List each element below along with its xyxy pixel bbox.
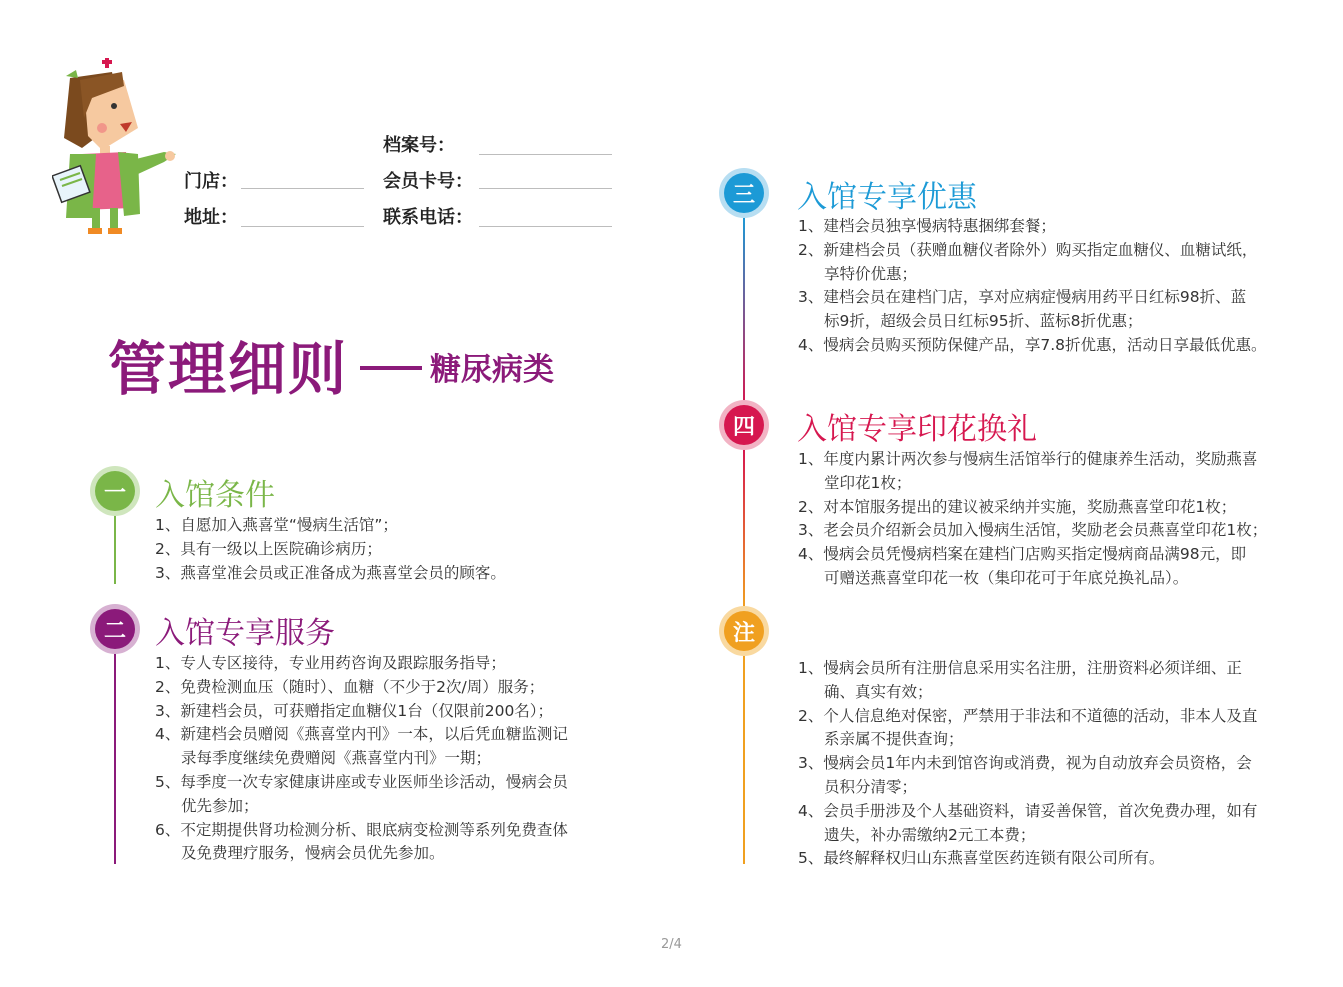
section-2-items xyxy=(155,652,568,866)
list-item: 1、专人专区接待，专业用药咨询及跟踪服务指导； xyxy=(155,654,506,672)
list-item: 3、老会员介绍新会员加入慢病生活馆，奖励老会员燕喜堂印花1枚； xyxy=(798,521,1268,540)
section-3-marker-label: 三 xyxy=(724,173,764,213)
list-item: 及免费理疗服务，慢病会员优先参加。 xyxy=(181,844,445,863)
section-4-title: 入馆专享印花换礼 xyxy=(797,412,1037,447)
list-item: 2、个人信息绝对保密，严禁用于非法和不道德的活动，非本人及直 xyxy=(798,706,1258,725)
list-item: 2、对本馆服务提出的建议被采纳并实施，奖励燕喜堂印花1枚； xyxy=(798,497,1237,516)
section-1-title: 入馆条件 xyxy=(155,478,275,513)
list-item: 员积分清零； xyxy=(824,777,918,796)
page-subtitle: 糖尿病类 xyxy=(430,352,554,388)
list-item: 1、慢病会员所有注册信息采用实名注册，注册资料必须详细、正 xyxy=(798,659,1242,677)
list-item: 4、慢病会员凭慢病档案在建档门店购买指定慢病商品满98元，即 xyxy=(798,545,1247,564)
section-4-marker xyxy=(719,400,769,450)
list-item: 3、建档会员在建档门店，享对应病症慢病用药平日红标98折、蓝 xyxy=(798,288,1247,307)
list-item: 5、每季度一次专家健康讲座或专业医师坐诊活动，慢病会员 xyxy=(155,772,568,791)
section-1-timeline xyxy=(114,514,116,584)
section-4-items xyxy=(798,448,1267,591)
list-item: 1、年度内累计两次参与慢病生活馆举行的健康养生活动，奖励燕喜 xyxy=(798,450,1258,468)
list-item: 享特价优惠； xyxy=(824,264,918,283)
section-1-marker xyxy=(90,466,140,516)
notes-marker xyxy=(719,606,769,656)
list-item: 优先参加； xyxy=(181,796,259,815)
list-item: 可赠送燕喜堂印花一枚（集印花可于年底兑换礼品）。 xyxy=(824,568,1189,587)
phone-label: 联系电话： xyxy=(383,207,473,228)
list-item: 6、不定期提供肾功检测分析、眼底病变检测等系列免费查体 xyxy=(155,820,568,839)
section-2-marker-label: 二 xyxy=(95,609,135,649)
archive-number-field[interactable] xyxy=(479,154,612,155)
list-item: 1、建档会员独享慢病特惠捆绑套餐； xyxy=(798,217,1056,235)
list-item: 2、免费检测血压（随时）、血糖（不少于2次/周）服务； xyxy=(155,677,545,696)
section-4-marker-label: 四 xyxy=(724,405,764,445)
list-item: 确、真实有效； xyxy=(824,682,933,701)
notes-marker-label: 注 xyxy=(724,611,764,651)
section-3-title: 入馆专享优惠 xyxy=(797,180,977,215)
list-item: 3、慢病会员1年内未到馆咨询或消费，视为自动放弃会员资格，会 xyxy=(798,754,1252,773)
list-item: 遗失，补办需缴纳2元工本费； xyxy=(824,825,1036,844)
list-item: 堂印花1枚； xyxy=(824,473,912,492)
store-field[interactable] xyxy=(241,188,364,189)
list-item: 标9折，超级会员日红标95折、蓝标8折优惠； xyxy=(824,312,1143,331)
notes-timeline xyxy=(743,652,745,864)
page-title: 管理细则 xyxy=(108,335,349,403)
list-item: 4、新建档会员赠阅《燕喜堂内刊》一本，以后凭血糖监测记 xyxy=(155,725,568,744)
section-3-marker xyxy=(719,168,769,218)
section-3-items xyxy=(798,215,1267,358)
list-item: 4、会员手册涉及个人基础资料，请妥善保管，首次免费办理，如有 xyxy=(798,801,1258,820)
list-item: 5、最终解释权归山东燕喜堂医药连锁有限公司所有。 xyxy=(798,849,1165,868)
member-card-label: 会员卡号： xyxy=(383,171,473,192)
section-2-marker xyxy=(90,604,140,654)
section-1-items xyxy=(155,514,506,585)
title-dash xyxy=(360,366,422,370)
store-label: 门店： xyxy=(184,171,238,192)
list-item: 2、新建档会员（获赠血糖仪者除外）购买指定血糖仪、血糖试纸， xyxy=(798,240,1258,259)
list-item: 系亲属不提供查询； xyxy=(824,730,964,749)
address-label: 地址： xyxy=(184,207,238,228)
list-item: 1、自愿加入燕喜堂“慢病生活馆”； xyxy=(155,516,398,534)
notes-items xyxy=(798,657,1257,871)
list-item: 录每季度继续免费赠阅《燕喜堂内刊》一期； xyxy=(181,749,492,768)
list-item: 3、新建档会员，可获赠指定血糖仪1台（仅限前200名）； xyxy=(155,701,554,720)
section-2-title: 入馆专享服务 xyxy=(155,616,335,651)
archive-number-label: 档案号： xyxy=(383,135,455,156)
member-card-field[interactable] xyxy=(479,188,612,189)
list-item: 3、燕喜堂准会员或正准备成为燕喜堂会员的顾客。 xyxy=(155,563,506,582)
nurse-mascot-illustration xyxy=(52,58,182,238)
list-item: 2、具有一级以上医院确诊病历； xyxy=(155,539,382,558)
section-3-timeline xyxy=(743,216,745,406)
phone-field[interactable] xyxy=(479,226,612,227)
list-item: 4、慢病会员购买预防保健产品，享7.8折优惠，活动日享最低优惠。 xyxy=(798,335,1267,354)
page-number: 2/4 xyxy=(661,937,682,952)
section-2-timeline xyxy=(114,652,116,864)
section-4-timeline xyxy=(743,448,745,608)
address-field[interactable] xyxy=(241,226,364,227)
section-1-marker-label: 一 xyxy=(95,471,135,511)
